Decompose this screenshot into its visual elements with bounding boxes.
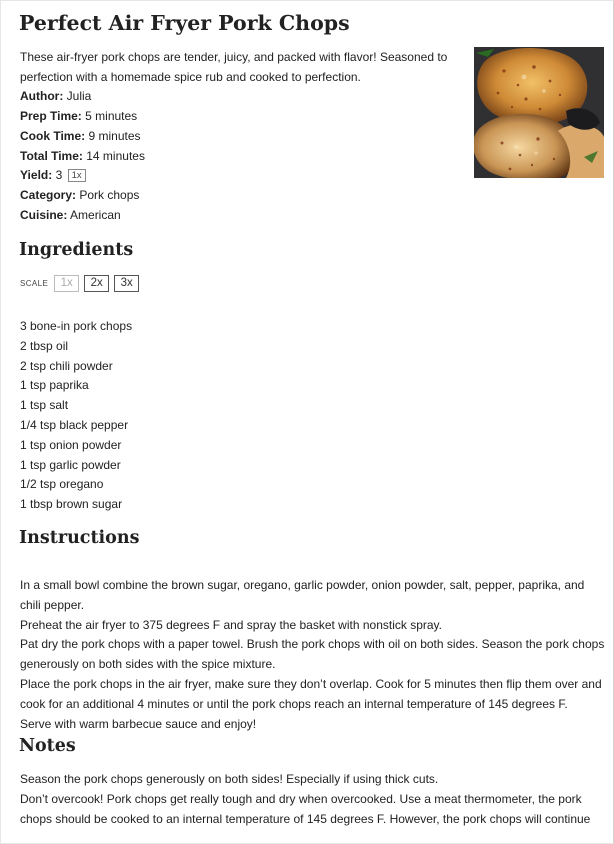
yield-label: Yield:	[20, 168, 53, 183]
ingredient-item: 1 tbsp brown sugar	[20, 497, 123, 512]
author-label: Author:	[20, 89, 64, 104]
category-label: Category:	[20, 187, 77, 202]
scale-3x-button[interactable]: 3x	[114, 275, 139, 292]
author-value: Julia	[66, 89, 92, 104]
scale-label: SCALE	[20, 278, 49, 288]
ingredient-item: 1/2 tsp oregano	[20, 477, 104, 492]
cook-time-value: 9 minutes	[88, 128, 141, 143]
ingredient-item: 1 tsp paprika	[20, 378, 89, 393]
notes-heading: Notes	[19, 736, 76, 756]
ingredient-item: 1/4 tsp black pepper	[20, 417, 129, 432]
cook-time-label: Cook Time:	[20, 128, 86, 143]
ingredient-item: 1 tsp salt	[20, 398, 69, 413]
scale-control	[20, 273, 144, 293]
scale-1x-button[interactable]: 1x	[54, 275, 79, 292]
cook-time-row	[20, 127, 460, 147]
category-value: Pork chops	[79, 187, 140, 202]
ingredients-heading: Ingredients	[19, 240, 134, 260]
instruction-step: Serve with warm barbecue sauce and enjoy!	[20, 716, 257, 731]
instruction-step: In a small bowl combine the brown sugar, oregano, garlic powder, onion powder, salt, pepper, paprika, and chili pepper.	[20, 578, 585, 612]
ingredient-item: 2 tsp chili powder	[20, 358, 113, 373]
prep-time-row	[20, 107, 460, 127]
instruction-step: Pat dry the pork chops with a paper towel. Brush the pork chops with oil on both sides. Season the pork chops generously on both sides with the spice mixture.	[20, 637, 605, 672]
notes-list	[20, 770, 605, 829]
scale-2x-button[interactable]: 2x	[84, 275, 109, 292]
instruction-step: Preheat the air fryer to 375 degrees F and spray the basket with nonstick spray.	[20, 617, 442, 632]
ingredient-item: 1 tsp onion powder	[20, 437, 122, 452]
total-time-value: 14 minutes	[86, 148, 145, 163]
ingredient-item: 2 tbsp oil	[20, 338, 69, 353]
cuisine-label: Cuisine:	[20, 207, 68, 222]
note-item: Season the pork chops generously on both sides! Especially if using thick cuts.	[20, 772, 439, 786]
category-row	[20, 186, 460, 206]
cuisine-value: American	[70, 207, 121, 222]
total-time-row	[20, 147, 460, 167]
instructions-heading: Instructions	[19, 528, 140, 548]
instruction-list	[20, 576, 605, 734]
ingredient-item: 1 tsp garlic powder	[20, 457, 121, 472]
yield-multiplier-button[interactable]: 1x	[68, 169, 86, 182]
note-item: Don’t overcook! Pork chops get really tough and dry when overcooked. Use a meat thermometer, the pork chops should be cooked to an internal temperature of 145 degrees F. However, the pork chops will continue	[20, 791, 591, 826]
pork-chops-photo-icon	[474, 47, 604, 178]
recipe-title: Perfect Air Fryer Pork Chops	[19, 11, 350, 35]
recipe-meta	[20, 48, 460, 225]
author-row	[20, 87, 460, 107]
recipe-photo	[474, 47, 604, 178]
yield-row	[20, 166, 460, 186]
ingredient-list	[20, 317, 132, 515]
prep-time-value: 5 minutes	[85, 109, 138, 124]
yield-value: 3	[55, 168, 63, 183]
cuisine-row	[20, 206, 460, 226]
total-time-label: Total Time:	[20, 148, 83, 163]
instruction-step: Place the pork chops in the air fryer, make sure they don’t overlap. Cook for 5 minutes then flip them over and cook for an additional 4 minutes or until the pork chops reach an internal temperature of 145 degrees F.	[20, 676, 602, 711]
ingredient-item: 3 bone-in pork chops	[20, 319, 133, 333]
recipe-summary: These air-fryer pork chops are tender, juicy, and packed with flavor! Seasoned to perfection with a homemade spice rub and cooked to perfection.	[20, 50, 448, 84]
prep-time-label: Prep Time:	[20, 109, 82, 124]
